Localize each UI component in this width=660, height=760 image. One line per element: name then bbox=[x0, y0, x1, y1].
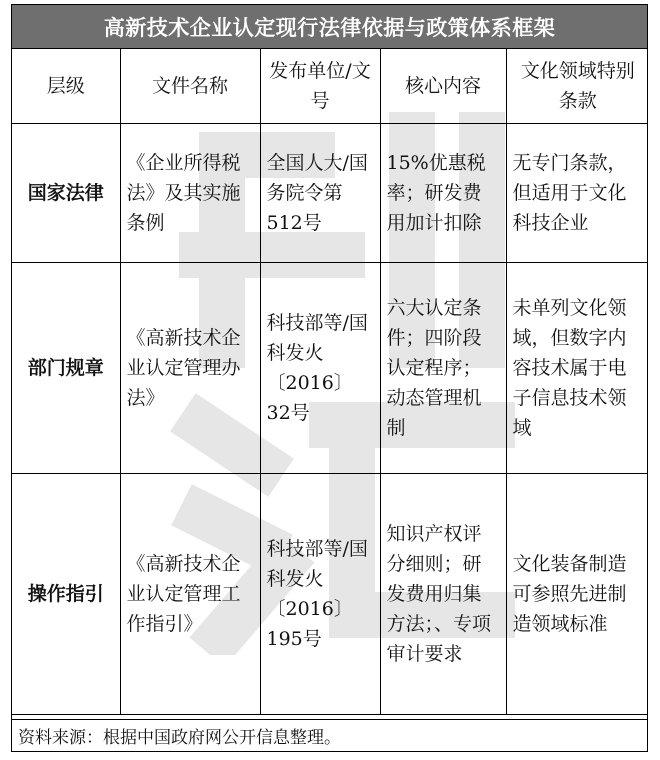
row-special-clause: 未单列文化领域，但数字内容技术属于电子信息技术领域 bbox=[506, 263, 648, 474]
row-core-content: 六大认定条件；四阶段认定程序；动态管理机制 bbox=[380, 263, 506, 474]
row-core-content: 知识产权评分细则；研发费用归集方法；、专项审计要求 bbox=[380, 474, 506, 715]
header-level: 层级 bbox=[12, 49, 120, 124]
row-document-name: 《企业所得税法》及其实施条例 bbox=[120, 124, 260, 263]
row-level: 部门规章 bbox=[12, 263, 120, 474]
policy-table bbox=[12, 49, 648, 715]
row-issuer: 科技部等/国科发火〔2016〕195号 bbox=[260, 474, 380, 715]
row-issuer: 科技部等/国科发火〔2016〕32号 bbox=[260, 263, 380, 474]
header-special-clause: 文化领域特别条款 bbox=[506, 49, 648, 124]
source-note: 资料来源：根据中国政府网公开信息整理。 bbox=[12, 719, 647, 751]
table-row bbox=[12, 263, 648, 474]
header-issuer: 发布单位/文号 bbox=[260, 49, 380, 124]
row-level: 国家法律 bbox=[12, 124, 120, 263]
header-row bbox=[12, 49, 648, 124]
row-special-clause: 文化装备制造可参照先进制造领域标准 bbox=[506, 474, 648, 715]
row-document-name: 《高新技术企业认定管理工作指引》 bbox=[120, 474, 260, 715]
row-special-clause: 无专门条款，但适用于文化科技企业 bbox=[506, 124, 648, 263]
row-level: 操作指引 bbox=[12, 474, 120, 715]
table-row bbox=[12, 474, 648, 715]
table-row bbox=[12, 124, 648, 263]
row-document-name: 《高新技术企业认定管理办法》 bbox=[120, 263, 260, 474]
header-document-name: 文件名称 bbox=[120, 49, 260, 124]
header-core-content: 核心内容 bbox=[380, 49, 506, 124]
row-core-content: 15%优惠税率；研发费用加计扣除 bbox=[380, 124, 506, 263]
policy-table-frame bbox=[11, 4, 648, 752]
row-issuer: 全国人大/国务院令第512号 bbox=[260, 124, 380, 263]
table-title: 高新技术企业认定现行法律依据与政策体系框架 bbox=[12, 5, 647, 49]
